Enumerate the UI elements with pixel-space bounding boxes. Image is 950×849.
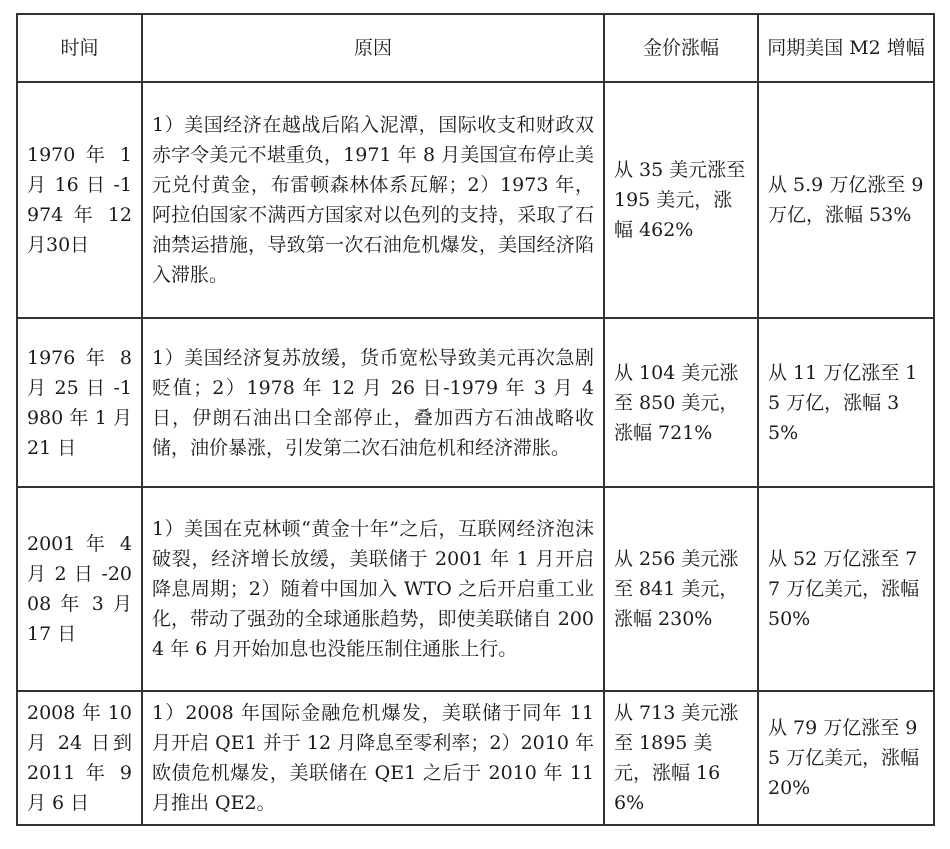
cell-gold-change: 从 104 美元涨至 850 美元，涨幅 721% xyxy=(604,318,758,487)
header-time: 时间 xyxy=(17,14,142,82)
cell-reason: 1）美国经济在越战后陷入泥潭，国际收支和财政双赤字令美元不堪重负，1971 年 8 月美国宣布停止美元兑付黄金，布雷顿森林体系瓦解；2）1973 年，阿拉伯国家不满西方国家对以色列的支持，采取了石油禁运措施，导致第一次石油危机爆发，美国经济陷入滞胀。 xyxy=(142,82,604,318)
header-gold-change: 金价涨幅 xyxy=(604,14,758,82)
table-row xyxy=(17,691,934,825)
cell-reason: 1）美国在克林顿“黄金十年”之后，互联网经济泡沫破裂，经济增长放缓，美联储于 2001 年 1 月开启降息周期；2）随着中国加入 WTO 之后开启重工业化，带动了强劲的全球通胀趋势，即使美联储自 2004 年 6 月开始加息也没能压制住通胀上行。 xyxy=(142,487,604,691)
gold-rally-table xyxy=(16,13,935,826)
cell-reason: 1）美国经济复苏放缓，货币宽松导致美元再次急剧贬值；2）1978 年 12 月 26 日-1979 年 3 月 4 日，伊朗石油出口全部停止，叠加西方石油战略收储，油价暴涨，引发第二次石油危机和经济滞胀。 xyxy=(142,318,604,487)
cell-time: 1970 年 1 月 16 日 -1974 年 12月30日 xyxy=(17,82,142,318)
table-row xyxy=(17,82,934,318)
cell-gold-change: 从 713 美元涨至 1895 美元，涨幅 166% xyxy=(604,691,758,825)
cell-m2-change: 从 52 万亿涨至 77 万亿美元，涨幅 50% xyxy=(758,487,934,691)
cell-reason: 1）2008 年国际金融危机爆发，美联储于同年 11 月开启 QE1 并于 12 月降息至零利率；2）2010 年欧债危机爆发，美联储在 QE1 之后于 2010 年 11 月推出 QE2。 xyxy=(142,691,604,825)
table-row xyxy=(17,318,934,487)
cell-time: 2001 年 4 月 2 日 -2008 年 3 月 17 日 xyxy=(17,487,142,691)
header-m2-change: 同期美国 M2 增幅 xyxy=(758,14,934,82)
header-reason: 原因 xyxy=(142,14,604,82)
cell-gold-change: 从 35 美元涨至 195 美元，涨幅 462% xyxy=(604,82,758,318)
cell-m2-change: 从 79 万亿涨至 95 万亿美元，涨幅 20% xyxy=(758,691,934,825)
cell-gold-change: 从 256 美元涨至 841 美元，涨幅 230% xyxy=(604,487,758,691)
table-row xyxy=(17,487,934,691)
cell-time: 2008 年 10 月 24 日到 2011 年 9 月 6 日 xyxy=(17,691,142,825)
cell-time: 1976 年 8 月 25 日 -1980 年 1 月 21 日 xyxy=(17,318,142,487)
cell-m2-change: 从 5.9 万亿涨至 9 万亿，涨幅 53% xyxy=(758,82,934,318)
cell-m2-change: 从 11 万亿涨至 15 万亿，涨幅 35% xyxy=(758,318,934,487)
header-row xyxy=(17,14,934,82)
